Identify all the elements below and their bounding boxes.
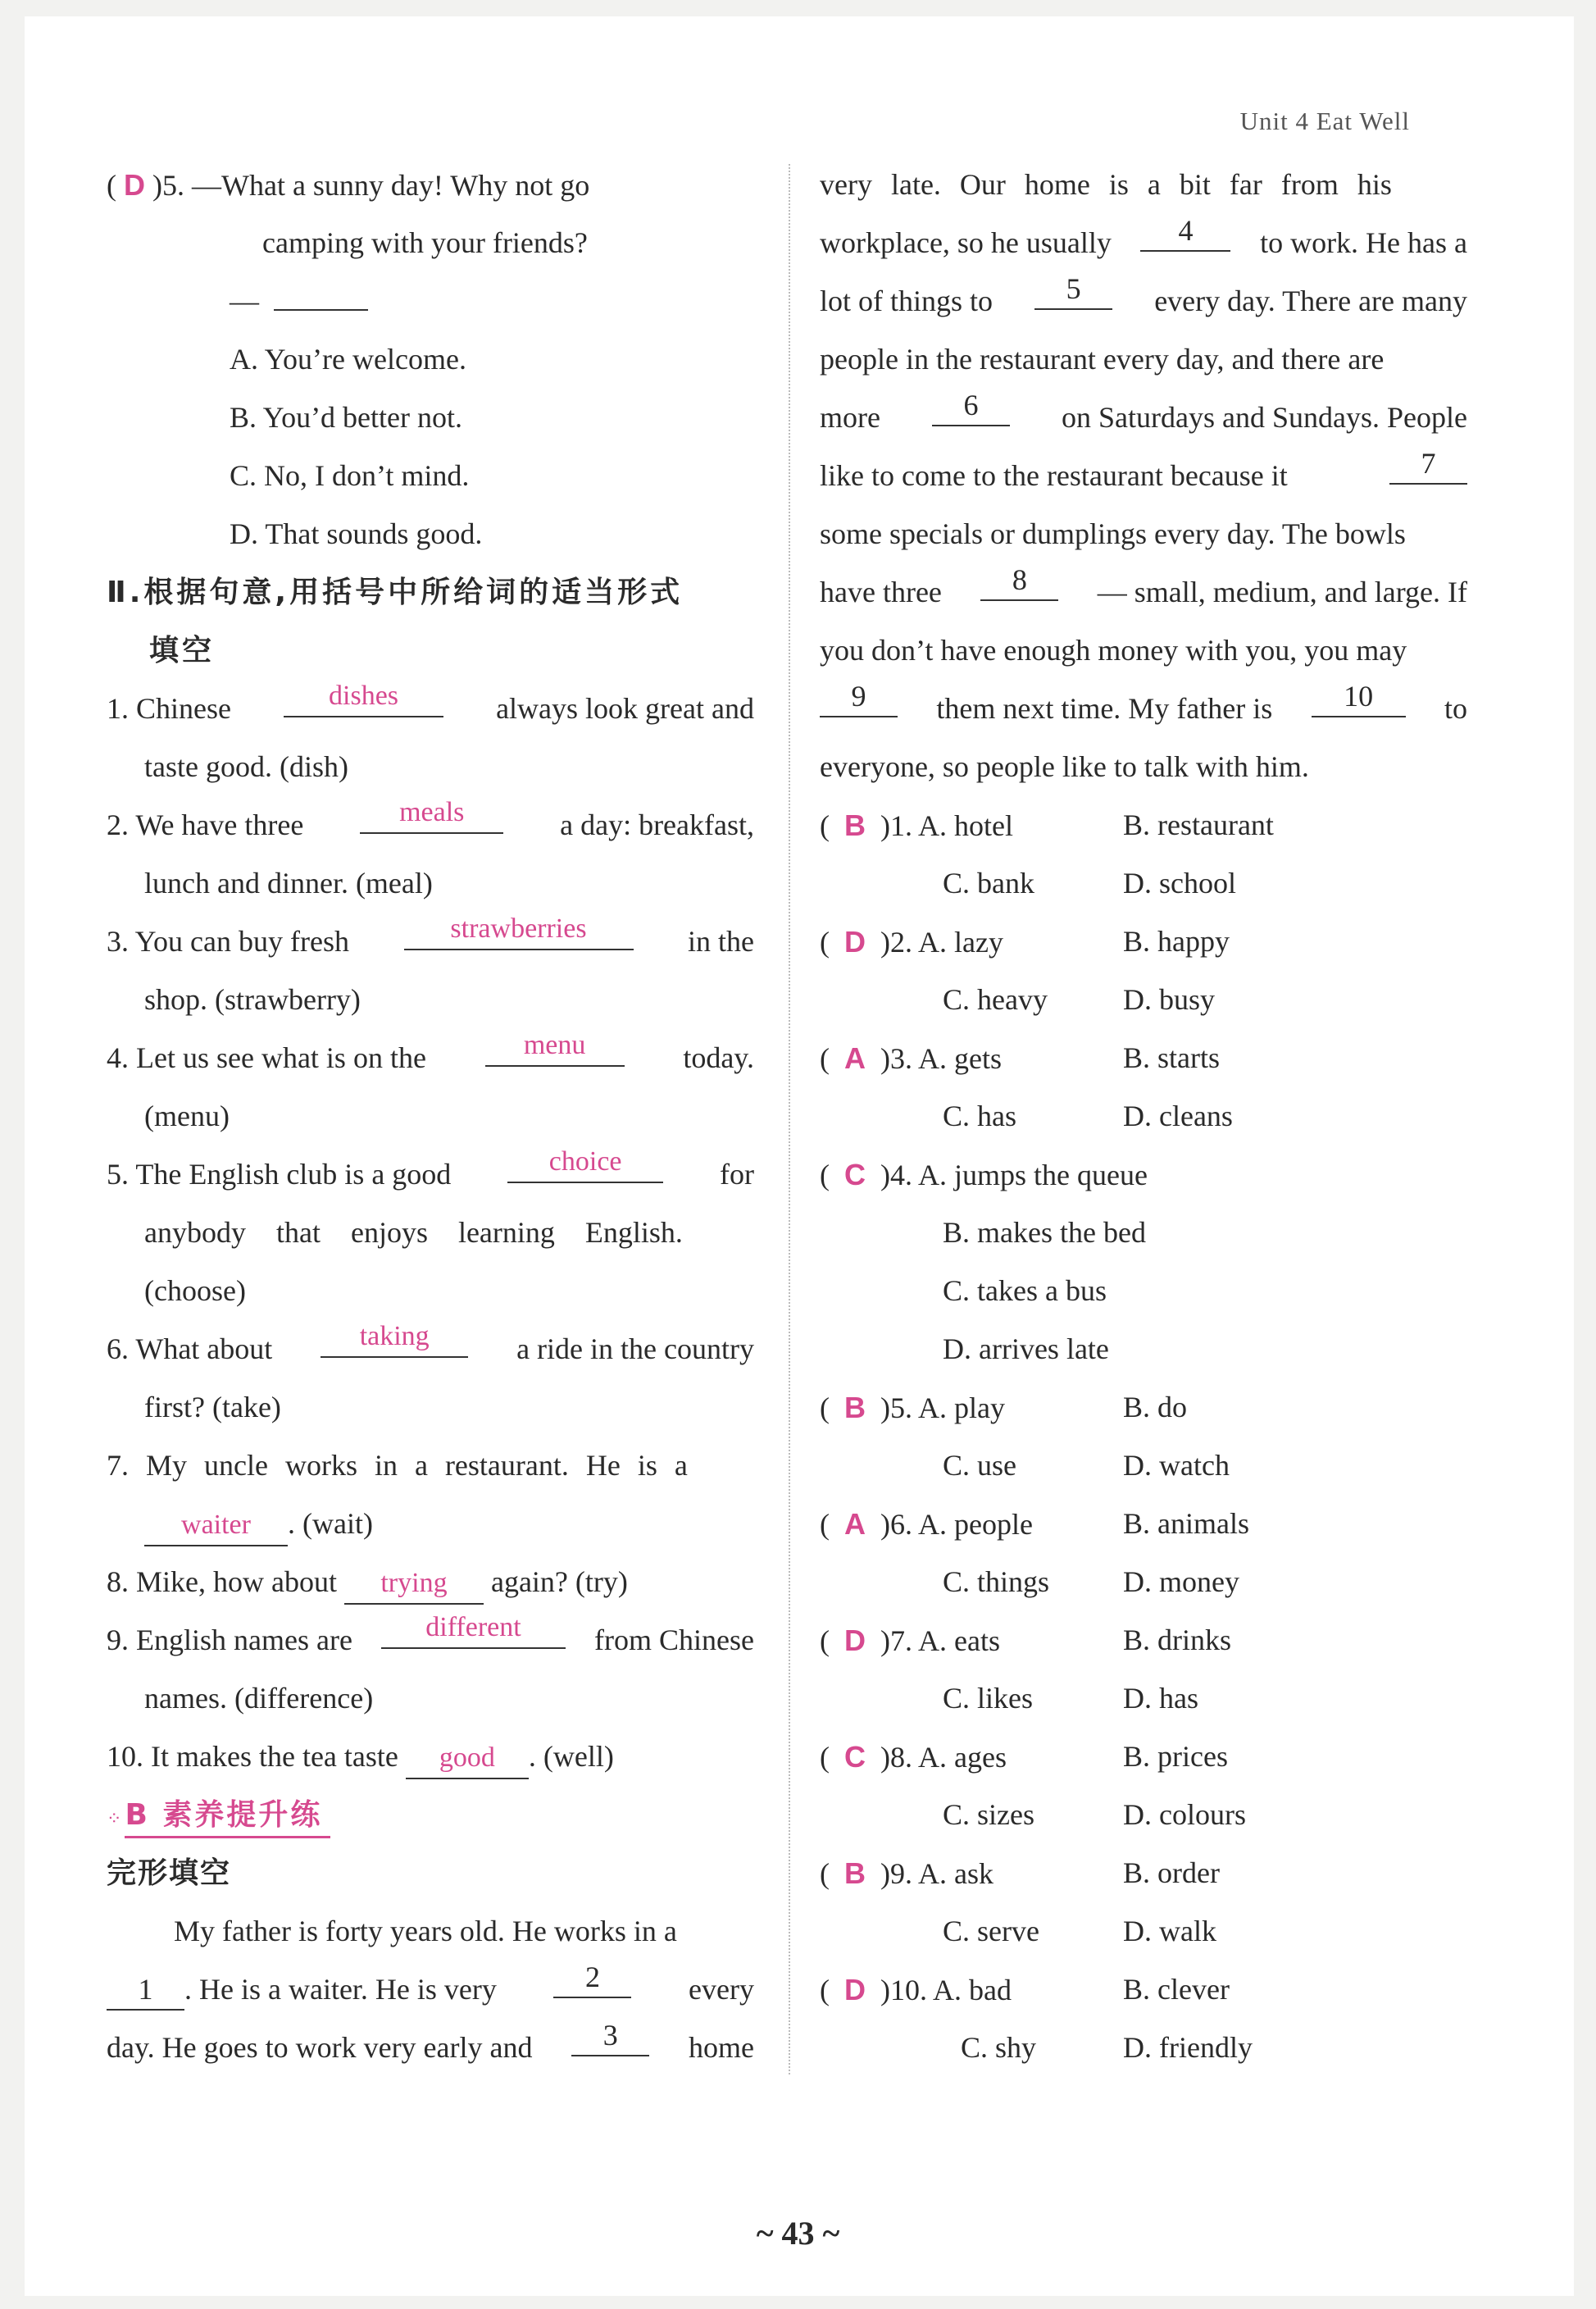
mc-8-cd: C. sizes D. colours (943, 1798, 1246, 1831)
fill-5-answer: choice (507, 1145, 663, 1183)
mc-9-cd: C. serve D. walk (943, 1915, 1216, 1947)
mc-9: ( B )9. A. ask B. order (820, 1856, 1220, 1890)
passage-r5: more 6 on Saturdays and Sundays. People (820, 389, 1467, 434)
passage-r8: have three 8 — small, medium, and large. If (820, 563, 1467, 608)
fill-10: 10. It makes the tea taste good . (well) (107, 1728, 754, 1786)
fill-6: 6. What about taking a ride in the country (107, 1321, 754, 1365)
mc-7: ( D )7. A. eats B. drinks (820, 1624, 1232, 1657)
fill-10-answer: good (406, 1742, 529, 1779)
section2-title-cont: 填空 (149, 634, 216, 667)
fill-5-cont: anybody that enjoys learning English. (144, 1216, 683, 1249)
fill-3-answer: strawberries (404, 913, 634, 950)
left-column (107, 156, 754, 2077)
fill-8-answer: trying (344, 1567, 484, 1605)
fill-1-answer: dishes (284, 680, 443, 717)
q5-line2: camping with your friends? (262, 226, 588, 259)
mc-5-cd: C. use D. watch (943, 1449, 1230, 1482)
section2-title: Ⅱ.根据句意,用括号中所给词的适当形式 (107, 576, 684, 609)
mc-4: ( C )4. A. jumps the queue (820, 1158, 1148, 1191)
mc-4-c: C. takes a bus (943, 1274, 1107, 1307)
mc-10-cd: C. shy D. friendly (961, 2031, 1253, 2064)
passage-l3: day. He goes to work very early and 3 home (107, 2019, 754, 2064)
fill-4-cont: (menu) (144, 1100, 230, 1132)
fill-3: 3. You can buy fresh strawberries in the (107, 913, 754, 958)
fill-9-cont: names. (difference) (144, 1682, 374, 1715)
fill-7-answer: waiter (144, 1509, 288, 1546)
passage-l1: My father is forty years old. He works in a (174, 1915, 677, 1947)
mc-4-b: B. makes the bed (943, 1216, 1146, 1249)
fill-5-cont2: (choose) (144, 1274, 246, 1307)
mc-2-cd: C. heavy D. busy (943, 983, 1216, 1016)
mc-1: ( B )1. A. hotel B. restaurant (820, 808, 1274, 842)
fill-3-cont: shop. (strawberry) (144, 983, 361, 1016)
q5-option-d: D. That sounds good. (230, 517, 483, 550)
right-column (820, 156, 1467, 2077)
q5-answer: D (124, 168, 145, 202)
passage-r2: workplace, so he usually 4 to work. He has a (820, 214, 1467, 259)
running-header: Unit 4 Eat Well (1239, 107, 1410, 135)
passage-r10: 9 them next time. My father is 10 to (820, 680, 1467, 738)
dots-icon: ⁘ (107, 1808, 122, 1829)
fill-9-answer: different (381, 1611, 566, 1649)
passage-r6: like to come to the restaurant because it 7 (820, 447, 1467, 505)
passage-r4: people in the restaurant every day, and there are (820, 343, 1385, 376)
page-number: ~ 43 ~ (756, 2215, 840, 2252)
fill-7: 7. My uncle works in a restaurant. He is a (107, 1449, 688, 1482)
mc-4-d: D. arrives late (943, 1332, 1109, 1365)
passage-r9: you don’t have enough money with you, you may (820, 634, 1407, 667)
fill-2-answer: meals (360, 796, 503, 834)
q5-option-a: A. You’re welcome. (230, 343, 466, 376)
fill-2: 2. We have three meals a day: breakfast, (107, 797, 754, 841)
fill-2-cont: lunch and dinner. (meal) (144, 867, 433, 899)
fill-6-answer: taking (321, 1320, 468, 1358)
q5-line1: ( D )5. —What a sunny day! Why not go (107, 168, 590, 202)
fill-4: 4. Let us see what is on the menu today. (107, 1030, 754, 1074)
q5-dash: — (107, 272, 754, 330)
cloze-title: 完形填空 (107, 1856, 232, 1890)
q5-option-b: B. You’d better not. (230, 401, 463, 434)
q5-option-c: C. No, I don’t mind. (230, 459, 470, 492)
fill-4-answer: menu (485, 1029, 625, 1067)
mc-6: ( A )6. A. people B. animals (820, 1507, 1249, 1541)
fill-6-cont: first? (take) (144, 1391, 281, 1423)
mc-6-cd: C. things D. money (943, 1565, 1239, 1598)
mc-10: ( D )10. A. bad B. clever (820, 1973, 1230, 2006)
passage-r11: everyone, so people like to talk with him. (820, 750, 1309, 783)
mc-8: ( C )8. A. ages B. prices (820, 1740, 1228, 1774)
mc-3: ( A )3. A. gets B. starts (820, 1041, 1221, 1075)
mc-1-cd: C. bank D. school (943, 867, 1236, 899)
passage-r1: very late. Our home is a bit far from his (820, 168, 1392, 201)
mc-7-cd: C. likes D. has (943, 1682, 1198, 1715)
mc-2: ( D )2. A. lazy B. happy (820, 925, 1230, 959)
column-divider (789, 164, 790, 2074)
passage-r3: lot of things to 5 every day. There are many (820, 272, 1467, 317)
fill-1-cont: taste good. (dish) (144, 750, 348, 783)
fill-5: 5. The English club is a good choice for (107, 1146, 754, 1191)
passage-l2: 1 . He is a waiter. He is very 2 every (107, 1961, 754, 2019)
mc-3-cd: C. has D. cleans (943, 1100, 1233, 1132)
fill-9: 9. English names are different from Chinese (107, 1612, 754, 1656)
passage-r7: some specials or dumplings every day. The bowls (820, 517, 1406, 550)
fill-7-cont: waiter . (wait) (107, 1495, 754, 1553)
mc-5: ( B )5. A. play B. do (820, 1391, 1188, 1424)
section-b-heading: ⁘ B 素养提升练 (107, 1786, 754, 1844)
fill-1: 1. Chinese dishes always look great and (107, 681, 754, 725)
fill-8: 8. Mike, how about trying again? (try) (107, 1553, 754, 1611)
